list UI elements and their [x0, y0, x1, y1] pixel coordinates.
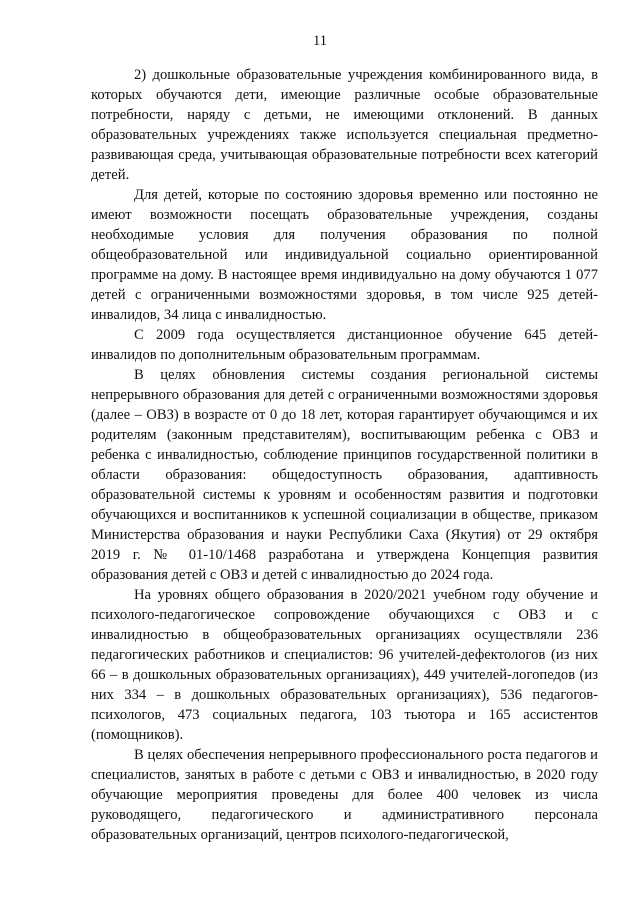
- paragraph-6: В целях обеспечения непрерывного профессионального роста педагогов и специалистов, занятых в работе с детьми с ОВЗ и инвалидностью, в 2020 году обучающие мероприятия проведены для более 400 человек из числа руководящего, педагогического и административного персонала образовательных организаций, центров психолого-педагогической,: [91, 747, 598, 843]
- page-number: 11: [313, 33, 327, 49]
- paragraph-5: На уровнях общего образования в 2020/2021 учебном году обучение и психолого-педагогическое сопровождение обучающихся с ОВЗ и с инвалидностью в общеобразовательных организациях осуществляли 236 педагогических работников и специалистов: 96 учителей-дефектологов (из них 66 – в дошкольных образовательных организациях), 449 учителей-логопедов (из них 334 – в дошкольных образовательных организациях), 536 педагогов-психологов, 473 социальных педагога, 103 тьютора и 165 ассистентов (помощников).: [91, 587, 598, 743]
- paragraph-4: В целях обновления системы создания региональной системы непрерывного образования для детей с ограниченными возможностями здоровья (далее – ОВЗ) в возрасте от 0 до 18 лет, которая гарантирует обучающимся и их родителям (законным представителям), воспитывающим ребенка с ОВЗ и ребенка с инвалидностью, соблюдение принципов государственной политики в области образования: общедоступность образования, адаптивность образовательной системы к уровням и особенностям развития и подготовки обучающихся и воспитанников к успешной социализации в обществе, приказом Министерства образования и науки Республики Саха (Якутия) от 29 октября 2019 г. № 01-10/1468 разработана и утверждена Концепция развития образования детей с ОВЗ и детей с инвалидностью до 2024 года.: [91, 367, 598, 583]
- paragraph-2: Для детей, которые по состоянию здоровья временно или постоянно не имеют возможности посещать образовательные учреждения, созданы необходимые условия для получения образования по полной общеобразовательной или индивидуальной социально ориентированной программе на дому. В настоящее время индивидуально на дому обучаются 1 077 детей с ограниченными возможностями здоровья, в том числе 925 детей-инвалидов, 34 лица с инвалидностью.: [91, 187, 598, 323]
- paragraph-1: 2) дошкольные образовательные учреждения комбинированного вида, в которых обучаются дети, имеющие различные особые образовательные потребности, наряду с детьми, не имеющими отклонений. В данных образовательных учреждениях также используется специальная предметно-развивающая среда, учитывающая образовательные потребности всех категорий детей.: [91, 67, 598, 183]
- body-text: [91, 65, 598, 845]
- paragraph-3: С 2009 года осуществляется дистанционное обучение 645 детей-инвалидов по дополнительным образовательным программам.: [91, 327, 598, 363]
